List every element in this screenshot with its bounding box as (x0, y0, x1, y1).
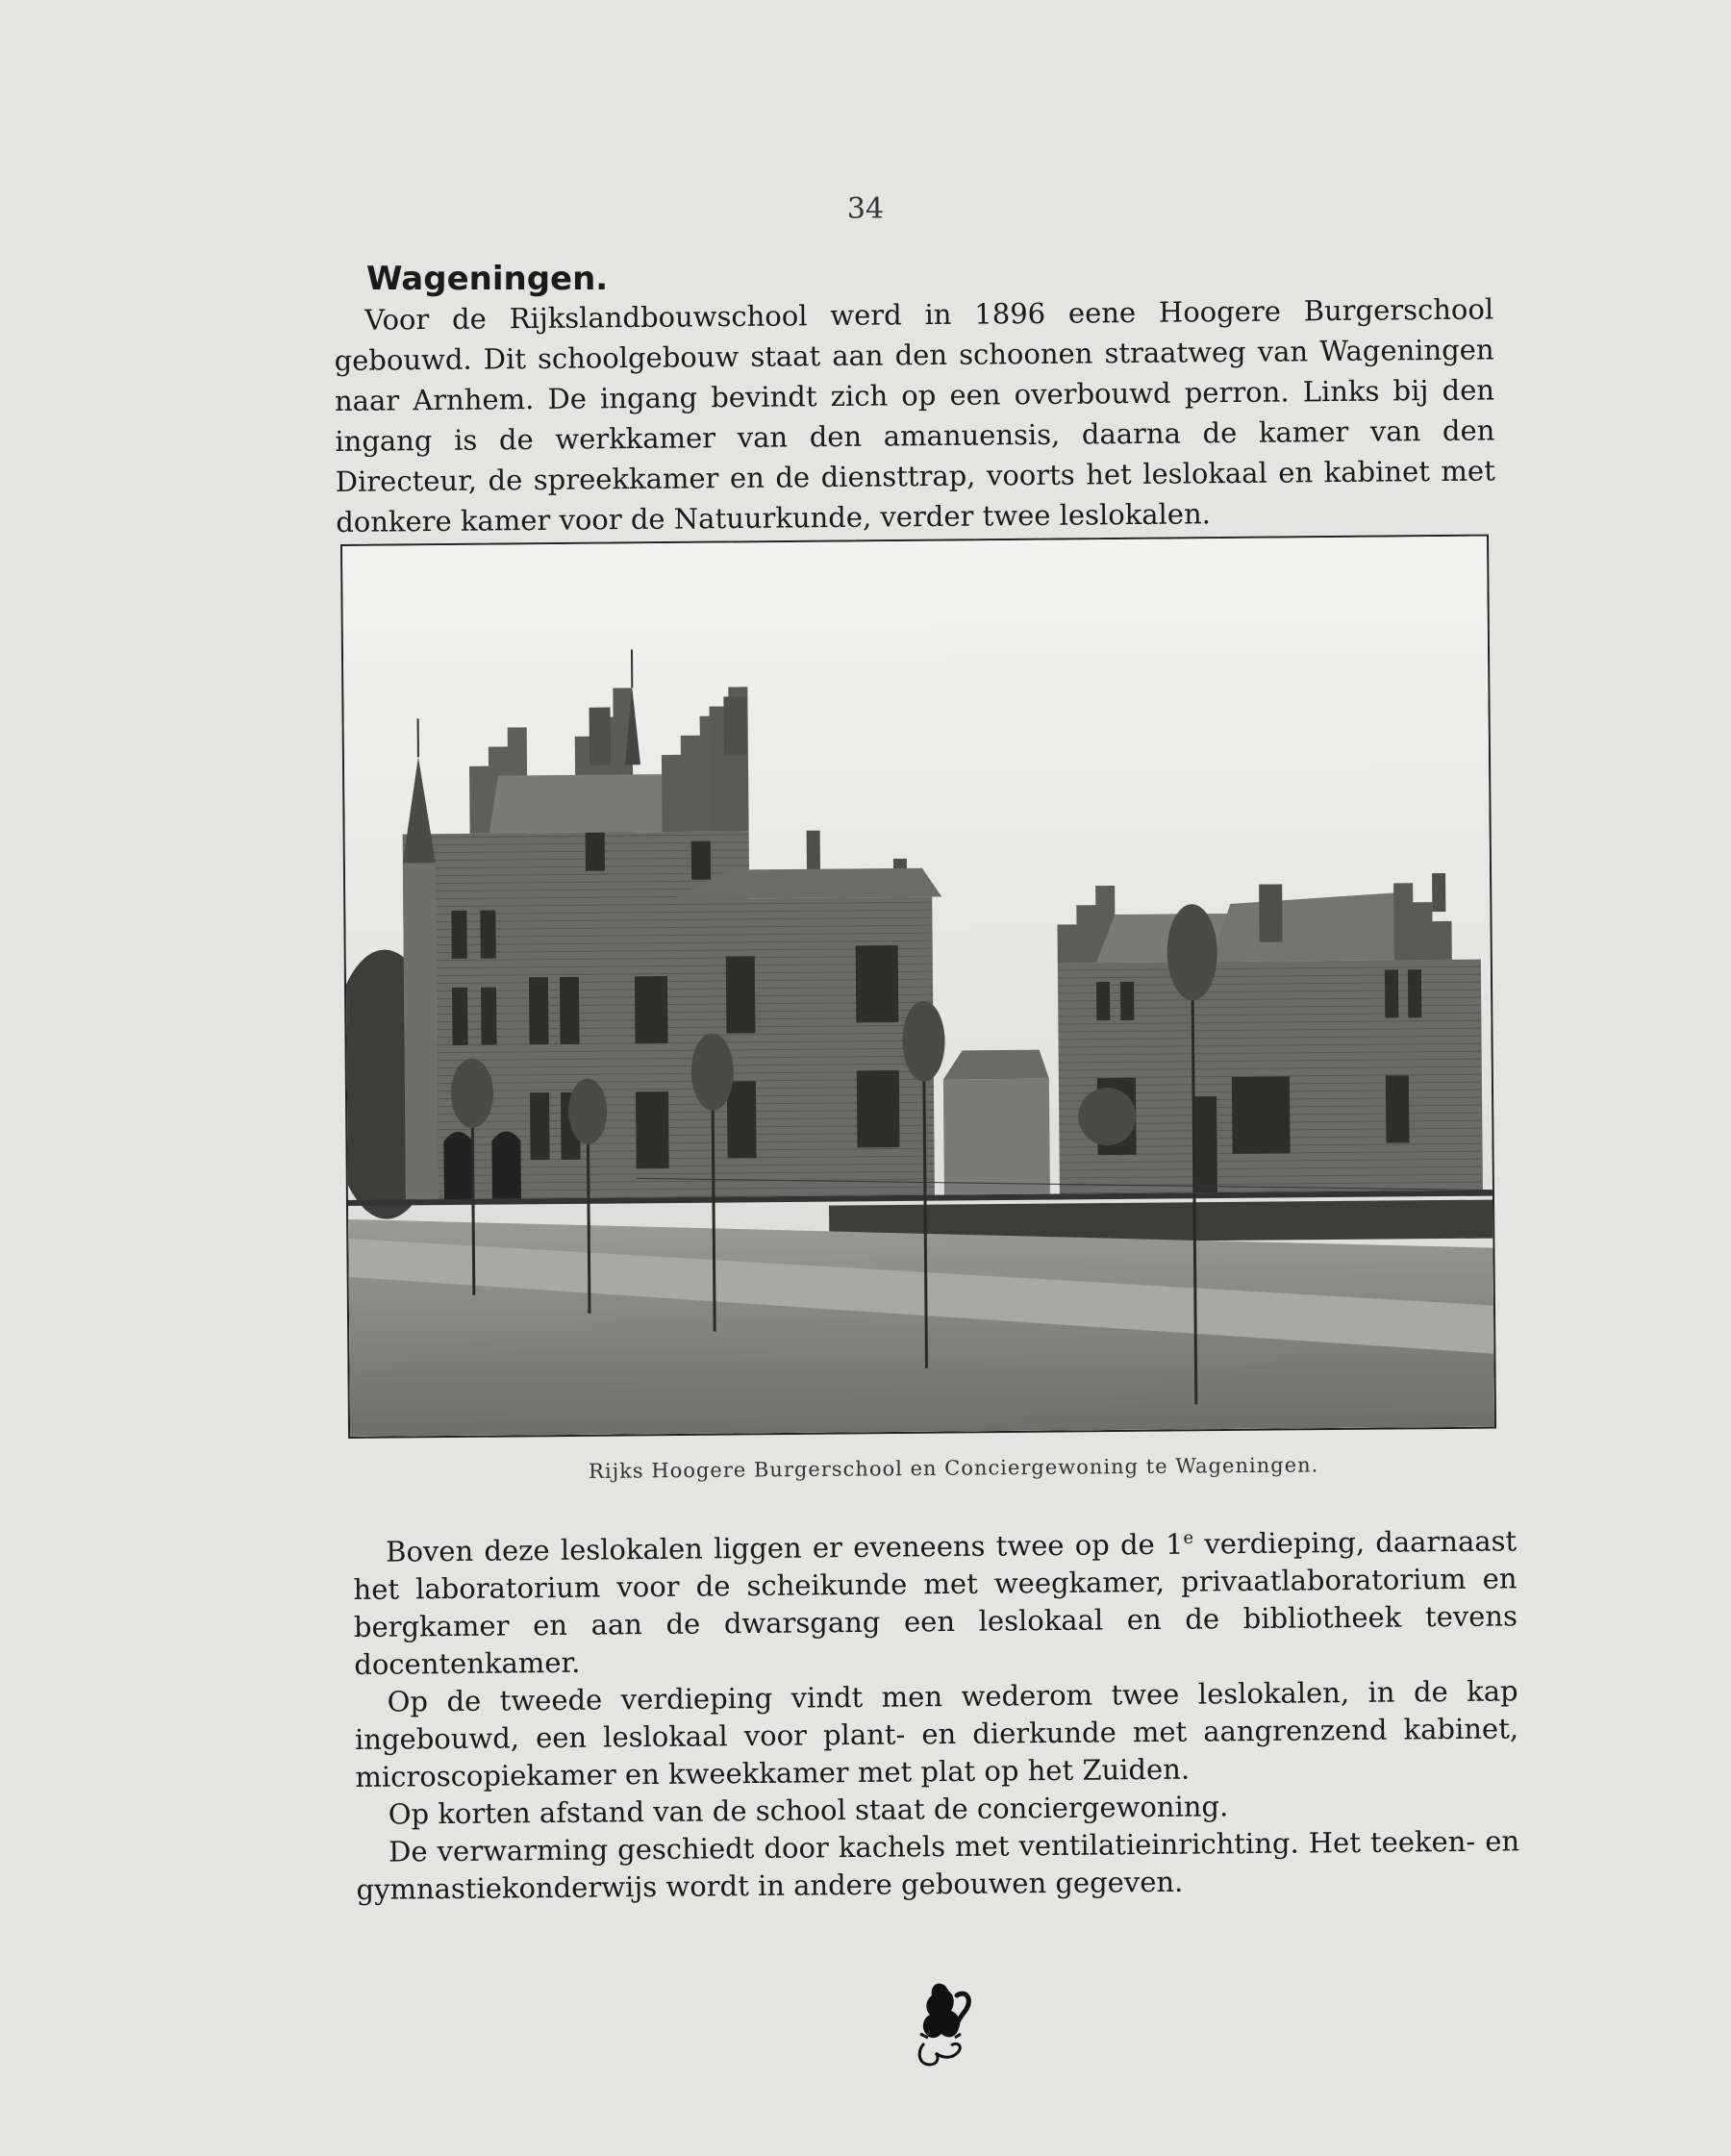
intro-paragraph (334, 288, 1495, 542)
page-number: 34 (846, 192, 885, 226)
ordinal-superscript: e (1183, 1527, 1194, 1549)
body-paragraph-2: Op de tweede verdieping vindt men wederom twee leslokalen, in de kap ingebouwd, een leslokaal voor plant- en dierkunde met aangrenzend kabinet, microscopiekamer en kweekkamer met plat op het Zuiden. (354, 1674, 1519, 1793)
school-photograph (340, 535, 1496, 1439)
body-paragraph-1-part-b: verdieping, daarnaast het laboratorium voor de scheikunde met weegkamer, privaatlaboratorium en bergkamer en aan de dwarsgang een leslokaal en de bibliotheek tevens docentenkamer. (353, 1524, 1518, 1681)
body-paragraph-4: De verwarming geschiedt door kachels met ventilatieinrichting. Het teeken- en gymnastiekonderwijs wordt in andere gebouwen gegeven. (356, 1824, 1520, 1906)
body-paragraph-1 (353, 1522, 1518, 1684)
photo-school-building-icon (342, 537, 1494, 1437)
body-paragraph-3: Op korten afstand van de school staat de conciergewoning. (388, 1790, 1229, 1831)
body-text (353, 1522, 1520, 1909)
section-heading: Wageningen. (366, 260, 609, 298)
squirrel-icon (909, 1976, 976, 2072)
body-paragraph-1-part-a: Boven deze leslokalen liggen er eveneens twee op de 1 (386, 1527, 1184, 1568)
photo-caption: Rijks Hoogere Burgerschool en Conciergewoning te Wageningen. (589, 1453, 1319, 1483)
intro-text: Voor de Rijkslandbouwschool werd in 1896 eene Hoogere Burgerschool gebouwd. Dit schoolgebouw staat aan den schoonen straatweg van Wageningen naar Arnhem. De ingang bevindt zich op een overbouwd perron. Links bij den ingang is de werkkamer van den amanuensis, daarna de kamer van den Directeur, de spreekkamer en de diensttrap, voorts het leslokaal en kabinet met donkere kamer voor de Natuurkunde, verder twee leslokalen. (334, 292, 1495, 539)
